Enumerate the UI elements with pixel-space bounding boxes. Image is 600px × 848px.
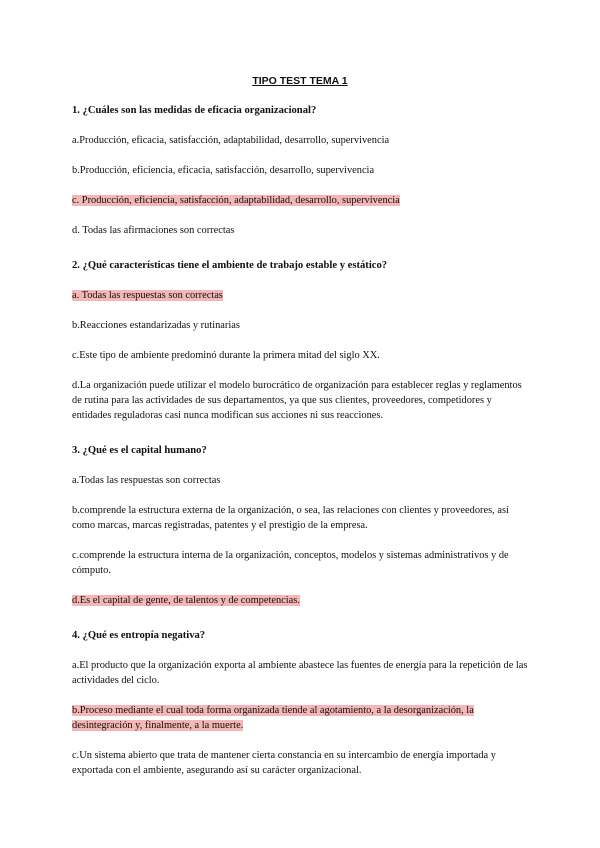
correct-answer-highlight: a. Todas las respuestas son correctas (72, 290, 223, 301)
question-2: 2. ¿Qué características tiene el ambiente de trabajo estable y estático? (72, 260, 388, 271)
option-3-c (72, 548, 528, 578)
option-text: a.Todas las respuestas son correctas (72, 475, 221, 486)
option-2-a (72, 288, 528, 303)
option-2-c (72, 348, 528, 363)
correct-answer-highlight: c. Producción, eficiencia, satisfacción, adaptabilidad, desarrollo, supervivencia (72, 195, 400, 206)
option-2-d (72, 378, 528, 423)
question-1: 1. ¿Cuáles son las medidas de eficacia organizacional? (72, 105, 317, 116)
page-title: TIPO TEST TEMA 1 (252, 75, 348, 87)
option-1-b (72, 163, 528, 178)
option-text: d. Todas las afirmaciones son correctas (72, 225, 235, 236)
option-text: c.Este tipo de ambiente predominó durante la primera mitad del siglo XX. (72, 350, 380, 361)
option-3-b (72, 503, 528, 533)
option-3-a (72, 473, 528, 488)
option-1-c (72, 193, 528, 208)
option-4-b (72, 703, 528, 733)
correct-answer-highlight: d.Es el capital de gente, de talentos y de competencias. (72, 595, 300, 606)
option-1-a (72, 133, 528, 148)
option-4-c (72, 748, 528, 778)
option-text: a.El producto que la organización exporta al ambiente abastece las fuentes de energía para la repetición de las actividades del ciclo. (72, 660, 528, 686)
option-text: d.La organización puede utilizar el modelo burocrático de organización para establecer reglas y reglamentos de rutina para las actividades de sus departamentos, ya que sus clientes, proveedores, competidores y entidades reguladoras casi nunca modifican sus acciones ni sus reacciones. (72, 380, 522, 421)
option-3-d (72, 593, 528, 608)
option-text: b.comprende la estructura externa de la organización, o sea, las relaciones con clientes y proveedores, así como marcas, marcas registradas, patentes y el prestigio de la empresa. (72, 505, 509, 531)
correct-answer-highlight: b.Proceso mediante el cual toda forma organizada tiende al agotamiento, a la desorganización, la desintegración y, finalmente, a la muerte. (72, 705, 474, 731)
option-text: b.Reacciones estandarizadas y rutinarias (72, 320, 240, 331)
option-4-a (72, 658, 528, 688)
question-3: 3. ¿Qué es el capital humano? (72, 445, 207, 456)
option-2-b (72, 318, 528, 333)
question-list (72, 103, 528, 778)
option-text: a.Producción, eficacia, satisfacción, adaptabilidad, desarrollo, supervivencia (72, 135, 390, 146)
option-text: c.comprende la estructura interna de la organización, conceptos, modelos y sistemas administrativos y de cómputo. (72, 550, 509, 576)
option-1-d (72, 223, 528, 238)
option-text: b.Producción, eficiencia, eficacia, satisfacción, desarrollo, supervivencia (72, 165, 375, 176)
option-text: c.Un sistema abierto que trata de mantener cierta constancia en su intercambio de energía importada y exportada con el ambiente, asegurando así su carácter organizacional. (72, 750, 496, 776)
question-4: 4. ¿Qué es entropía negativa? (72, 630, 206, 641)
